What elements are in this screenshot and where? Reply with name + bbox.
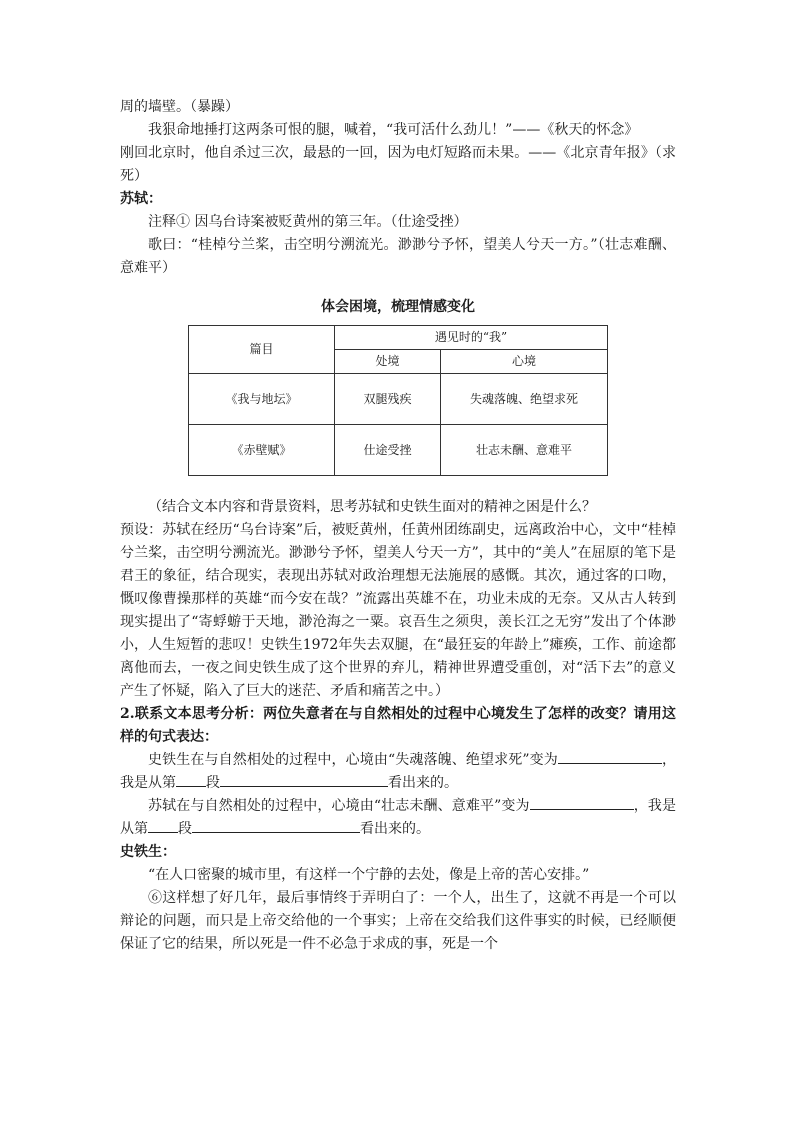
analysis-question: （结合文本内容和背景资料，思考苏轼和史铁生面对的精神之困是什么？	[148, 499, 596, 515]
table-title: 体会困境，梳理情感变化	[321, 299, 475, 315]
text-line-4: 注释① 因乌台诗案被贬黄州的第三年。（仕途受挫）	[148, 214, 468, 230]
answer-blank-evidence[interactable]	[192, 818, 360, 833]
shi-quote: “在人口密聚的城市里，有这样一个宁静的去处，像是上帝的苦心安排。”	[148, 867, 590, 883]
row-piece: 《赤壁赋》	[189, 425, 335, 476]
text-line-5: 歌曰：“桂棹兮兰桨，击空明兮溯流光。渺渺兮予怀，望美人兮天一方。”（壮志难酬、意难平）	[120, 237, 676, 276]
sentence-duan: 段	[206, 775, 220, 791]
sentence-mid: ，我是从第	[120, 752, 676, 791]
text-line-1: 周的墙壁。（暴躁）	[120, 99, 239, 115]
sentence-mid: ，我是从第	[120, 798, 676, 837]
table-row	[189, 425, 608, 476]
analysis-answer: 预设：苏轼在经历“乌台诗案”后，被贬黄州，任黄州团练副史，远离政治中心，文中“桂棹兮兰桨，击空明兮溯流光。渺渺兮予怀，望美人兮天一方”，其中的“美人”在屈原的笔下是君王的象征，结合现实，表现出苏轼对政治理想无法施展的感慨。其次，通过客的口吻，慨叹像曹操那样的英雄“而今安在哉？”流露出英雄不在，功业未成的无奈。又从古人转到现实提出了“寄蜉蝣于天地，渺沧海之一粟。哀吾生之须臾，羡长江之无穷”发出了个体渺小，人生短暂的悲叹！史铁生1972年失去双腿，在“最狂妄的年龄上”瘫痪，工作、前途都离他而去，一夜之间史铁生成了这个世界的弃儿，精神世界遭受重创，对“活下去”的意义产生了怀疑，陷入了巨大的迷茫、矛盾和痛苦之中。）	[120, 522, 676, 699]
row-mood: 失魂落魄、绝望求死	[441, 374, 608, 425]
row-situation: 双腿残疾	[335, 374, 441, 425]
header-group: 遇见时的“我”	[335, 326, 608, 350]
header-piece: 篇目	[189, 326, 335, 374]
answer-blank-paragraph[interactable]	[176, 772, 206, 787]
emotion-table	[188, 325, 608, 476]
document-page	[120, 96, 676, 956]
answer-blank-paragraph[interactable]	[148, 818, 178, 833]
row-mood: 壮志未酬、意难平	[441, 425, 608, 476]
su-shi-label: 苏轼：	[120, 191, 162, 207]
sentence-end: 看出来的。	[360, 821, 430, 837]
row-piece: 《我与地坛》	[189, 374, 335, 425]
sentence-end: 看出来的。	[388, 775, 458, 791]
text-line-2: 我狠命地捶打这两条可恨的腿，喊着，“我可活什么劲儿！”——《秋天的怀念》	[148, 122, 639, 138]
shi-section-label: 史铁生：	[120, 844, 176, 860]
sentence-duan: 段	[178, 821, 192, 837]
header-situation: 处境	[335, 350, 441, 374]
answer-blank-evidence[interactable]	[220, 772, 388, 787]
su-fill-sentence	[120, 795, 676, 841]
text-line-3: 刚回北京时，他自杀过三次，最悬的一回，因为电灯短路而未果。——《北京青年报》（求死）	[120, 145, 676, 184]
su-sentence-start: 苏轼在与自然相处的过程中，心境由“壮志未酬、意难平”变为	[148, 798, 530, 814]
shi-fill-sentence	[120, 749, 676, 795]
row-situation: 仕途受挫	[335, 425, 441, 476]
header-mood: 心境	[441, 350, 608, 374]
table-row	[189, 374, 608, 425]
task2-heading: 2.联系文本思考分析：两位失意者在与自然相处的过程中心境发生了怎样的改变？请用这样的句式表达：	[120, 706, 676, 745]
shi-paragraph-6: ⑥这样想了好几年，最后事情终于弄明白了：一个人，出生了，这就不再是一个可以辩论的问题，而只是上帝交给他的一个事实；上帝在交给我们这件事实的时候，已经顺便保证了它的结果，所以死是一件不必急于求成的事，死是一个	[120, 890, 676, 952]
answer-blank-mood[interactable]	[530, 795, 634, 810]
shi-sentence-start: 史铁生在与自然相处的过程中，心境由“失魂落魄、绝望求死”变为	[148, 752, 558, 768]
answer-blank-mood[interactable]	[558, 749, 662, 764]
